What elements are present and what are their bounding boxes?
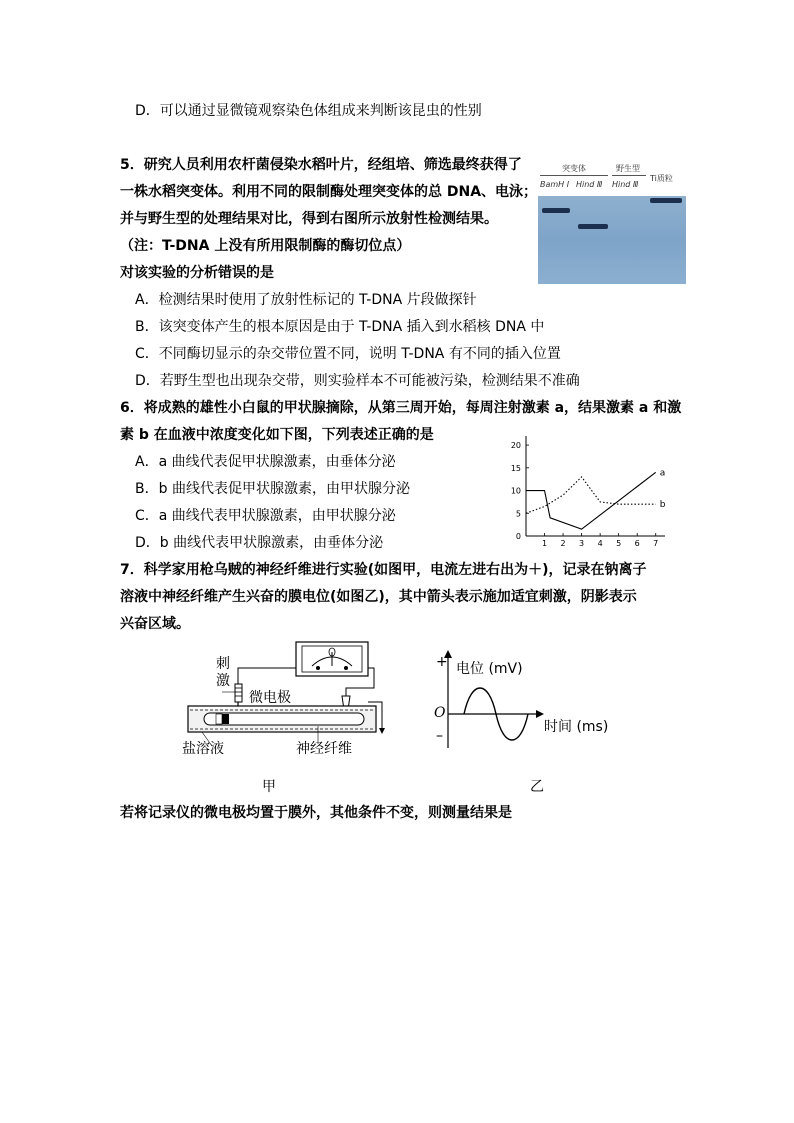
q4-option-d: D．可以通过显微镜观察染色体组成来判断该昆虫的性别	[135, 103, 482, 119]
excited-region	[222, 714, 229, 724]
q6-option-c: C．a 曲线代表甲状腺激素，由甲状腺分泌	[135, 508, 396, 524]
chart-x-tick-label: 7	[653, 539, 659, 548]
q5-stem-line-1: 5．研究人员利用农杆菌侵染水稻叶片，经组培、筛选最终获得了	[120, 157, 522, 173]
chart-y-tick-label: 15	[510, 463, 521, 473]
label-saline: 盐溶液	[182, 741, 224, 757]
label-nerve-fiber: 神经纤维	[296, 741, 352, 757]
q5-stem-line-5: 对该实验的分析错误的是	[120, 265, 274, 281]
label-time: 时间 (ms)	[544, 719, 609, 735]
gel-lane-hind-2: Hind Ⅲ	[612, 180, 639, 189]
q6-option-b: B．b 曲线代表促甲状腺激素，由甲状腺分泌	[135, 481, 410, 497]
gel-electrophoresis-figure	[538, 162, 686, 284]
q5-option-d: D．若野生型也出现杂交带，则实验样本不可能被污染，检测结果不准确	[135, 373, 580, 389]
q5-option-b: B．该突变体产生的根本原因是由于 T-DNA 插入到水稻核 DNA 中	[135, 319, 545, 335]
chart-y-tick-label: 20	[510, 441, 521, 451]
chart-x-tick-label: 1	[541, 539, 548, 548]
gel-lane-ti-plasmid: Ti质粒	[650, 174, 673, 183]
chart-y-tick-label: 10	[510, 486, 521, 496]
label-microelectrode: 微电极	[249, 690, 291, 706]
stimulating-electrode	[235, 684, 242, 702]
gel-blot	[538, 196, 686, 284]
caption-figure-a: 甲	[262, 779, 276, 795]
label-minus: –	[436, 728, 443, 744]
series-b-label: b	[659, 500, 666, 511]
label-potential: 电位 (mV)	[456, 661, 523, 677]
q5-option-a: A．检测结果时使用了放射性标记的 T-DNA 片段做探针	[135, 292, 477, 308]
q6-option-d: D．b 曲线代表甲状腺激素，由垂体分泌	[135, 535, 384, 551]
gel-group-divider-wild	[612, 175, 646, 176]
gel-group-divider-mutant	[540, 175, 608, 176]
q6-option-a: A．a 曲线代表促甲状腺激素，由垂体分泌	[135, 454, 396, 470]
band-bamh	[542, 208, 570, 213]
label-stimulus: 刺激	[216, 656, 230, 689]
q7-stem-line-3: 兴奋区域。	[120, 616, 190, 632]
chart-y-tick-label: 0	[515, 532, 521, 541]
chart-x-tick-label: 4	[597, 539, 603, 548]
gel-group-mutant: 突变体	[562, 164, 586, 173]
q5-stem-line-3: 并与野生型的处理结果对比，得到右图所示放射性检测结果。	[120, 211, 498, 227]
chart-x-tick-label: 6	[634, 539, 640, 548]
q5-stem-line-4: （注：T-DNA 上没有所用限制酶的酶切位点）	[120, 238, 411, 254]
series-a-label: a	[659, 468, 666, 479]
wire-left	[238, 668, 296, 684]
chart-y-tick-label: 5	[515, 509, 521, 519]
q7-stem-line-1: 7．科学家用枪乌贼的神经纤维进行实验(如图甲，电流左进右出为＋)，记录在钠离子	[120, 562, 647, 578]
hormone-concentration-chart	[500, 430, 675, 552]
gel-lane-bamh: BamH Ⅰ	[540, 180, 570, 189]
q7-stem-line-2: 溶液中神经纤维产生兴奋的膜电位(如图乙)，其中箭头表示施加适宜刺激，阴影表示	[120, 589, 637, 605]
chart-x-tick-label: 3	[579, 539, 585, 548]
q6-stem-line-2: 素 b 在血液中浓度变化如下图，下列表述正确的是	[120, 427, 434, 443]
gel-lane-hind-1: Hind Ⅲ	[576, 180, 603, 189]
q5-option-c: C．不同酶切显示的杂交带位置不同，说明 T-DNA 有不同的插入位置	[135, 346, 561, 362]
band-hind-mutant	[578, 224, 608, 229]
wire-right	[346, 668, 374, 706]
series-a-line	[526, 472, 656, 529]
chart-x-tick-label: 5	[616, 539, 622, 548]
chart-x-tick-label: 2	[560, 539, 566, 548]
caption-figure-b: 乙	[530, 779, 544, 795]
label-origin: O	[434, 705, 446, 721]
q5-stem-line-2: 一株水稻突变体。利用不同的限制酶处理突变体的总 DNA、电泳；	[120, 184, 538, 200]
q6-stem-line-1: 6．将成熟的雄性小白鼠的甲状腺摘除，从第三周开始，每周注射激素 a，结果激素 a 和激	[120, 400, 682, 416]
recorder-terminal-right	[344, 666, 348, 670]
recorder-terminal-left	[316, 666, 320, 670]
label-plus: +	[436, 654, 448, 670]
band-ti-plasmid	[650, 198, 682, 203]
gel-group-wild: 野生型	[616, 164, 640, 173]
q7-question: 若将记录仪的微电极均置于膜外，其他条件不变，则测量结果是	[120, 805, 512, 821]
